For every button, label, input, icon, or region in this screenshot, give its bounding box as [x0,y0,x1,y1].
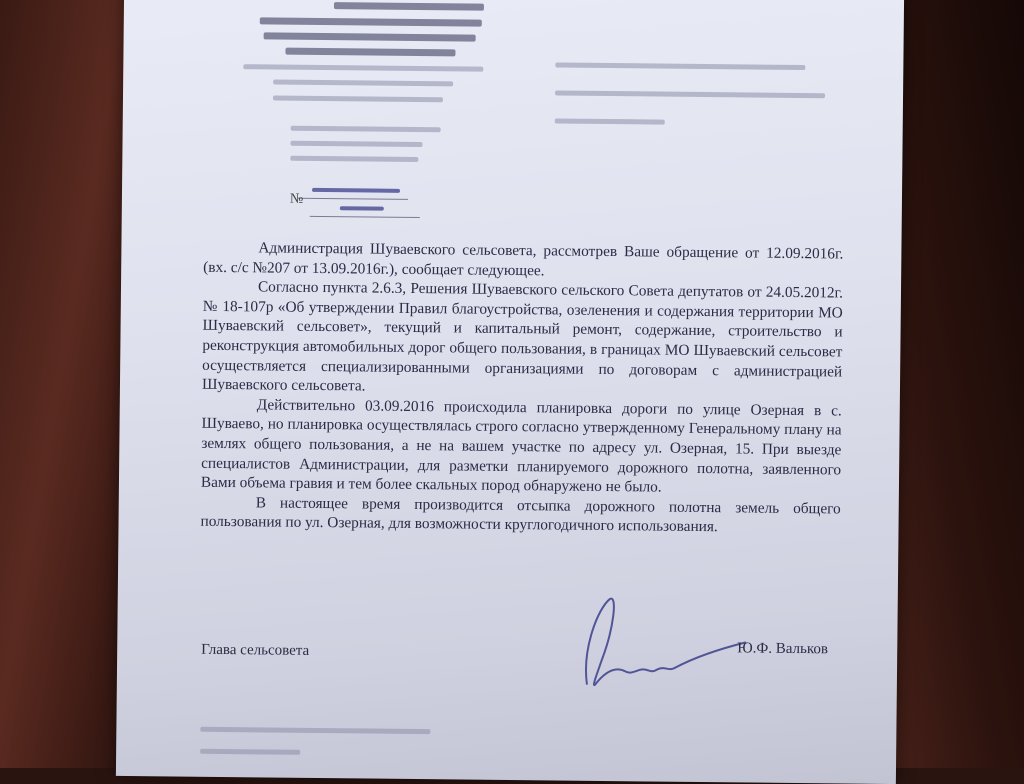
handwritten-signature-icon [547,588,748,700]
date-line [298,198,408,200]
paragraph-1: Администрация Шуваевского сельсовета, рассмотрев Ваше обращение от 12.09.2016г. (вх. с/с №207 от 13.09.2016г.), сообщает следующее. [203,239,844,279]
number-line [310,216,420,218]
signer-name: Ю.Ф. Вальков [737,640,829,658]
letter-body [200,238,843,539]
paragraph-4: В настоящее время производится отсыпка дорожного полотна земель общего пользования по ул. Озерная, для возможности круглогодичного использования. [200,494,841,536]
number-sign: № [289,191,304,207]
letter-page [116,0,904,784]
signer-title: Глава сельсовета [201,641,310,659]
handwritten-date [312,188,400,193]
paragraph-2: Согласно пункта 2.6.3, Решения Шуваевского сельского Совета депутатов от 24.05.2012г. № 18-107р «Об утверждении Правил благоустройства, озеленения и содержания территории МО Шуваевский сельсовет», текущий и капитальный ремонт, содержание, строительство и реконструкция автомобильных дорог общего пользования, в границах МО Шуваевский сельсовет осуществляется специализированными организациями по договорам с администрацией Шуваевского сельсовета. [201,278,844,395]
handwritten-number [340,206,384,210]
leather-background-right [884,0,1024,768]
paragraph-3: Действительно 03.09.2016 происходила планировка дороги по улице Озерная в с. Шуваево, но планировка осуществлялась строго согласно утвержденному Генеральному плану на землях общего пользования, а не на вашем участке по адресу ул. Озерная, 15. При выезде специалистов Администрации, для разметки планируемого дорожного полотна, заявленного Вами объема гравия и тем более скальных пород обнаружено не было. [200,396,842,496]
